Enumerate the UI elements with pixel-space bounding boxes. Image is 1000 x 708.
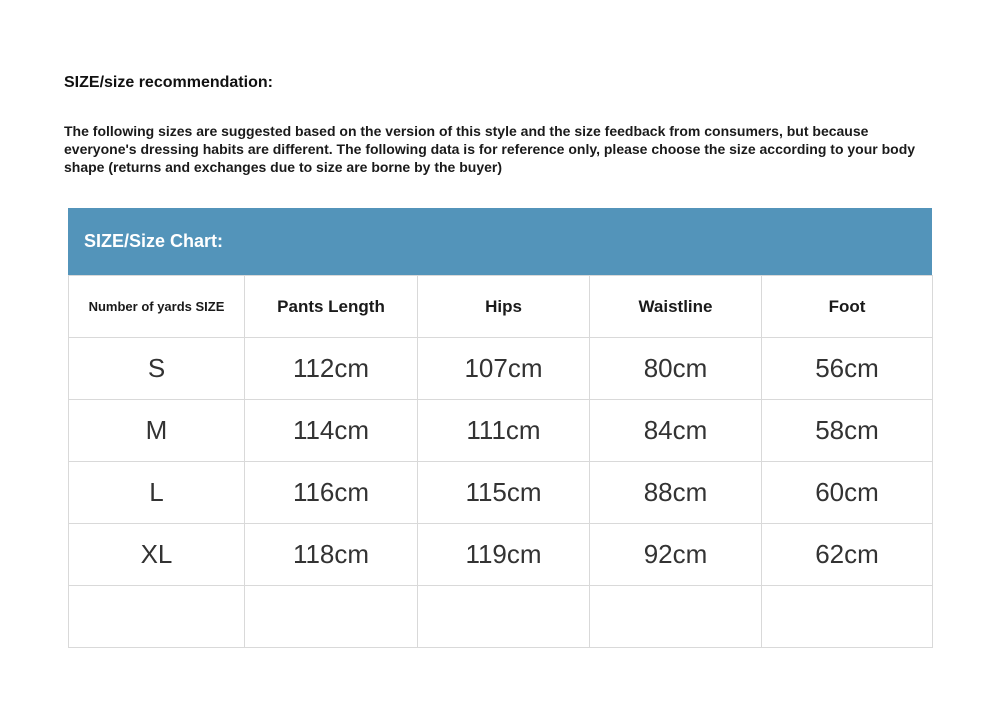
waistline-cell: 80cm — [590, 338, 762, 400]
table-row-empty — [69, 586, 933, 648]
pants-length-cell: 112cm — [245, 338, 418, 400]
column-header-hips: Hips — [418, 276, 590, 338]
size-cell: S — [69, 338, 245, 400]
size-cell — [69, 586, 245, 648]
foot-cell: 60cm — [762, 462, 933, 524]
hips-cell — [418, 586, 590, 648]
foot-cell: 56cm — [762, 338, 933, 400]
column-header-foot: Foot — [762, 276, 933, 338]
waistline-cell — [590, 586, 762, 648]
foot-cell: 62cm — [762, 524, 933, 586]
hips-cell: 119cm — [418, 524, 590, 586]
table-row — [69, 524, 933, 586]
foot-cell: 58cm — [762, 400, 933, 462]
size-cell: L — [69, 462, 245, 524]
column-header-pants-length: Pants Length — [245, 276, 418, 338]
foot-cell — [762, 586, 933, 648]
pants-length-cell — [245, 586, 418, 648]
recommendation-text: The following sizes are suggested based on the version of this style and the size feedback from consumers, but because everyone's dressing habits are different. The following data is for reference only, please choose the size according to your body shape (returns and exchanges due to size are borne by the buyer) — [64, 123, 916, 175]
size-table — [68, 275, 933, 648]
hips-cell: 111cm — [418, 400, 590, 462]
waistline-cell: 92cm — [590, 524, 762, 586]
column-header-waistline: Waistline — [590, 276, 762, 338]
pants-length-cell: 118cm — [245, 524, 418, 586]
size-chart-title: SIZE/Size Chart: — [68, 208, 932, 275]
pants-length-cell: 116cm — [245, 462, 418, 524]
pants-length-cell: 114cm — [245, 400, 418, 462]
waistline-cell: 88cm — [590, 462, 762, 524]
waistline-cell: 84cm — [590, 400, 762, 462]
recommendation-title: SIZE/size recommendation: — [64, 74, 273, 91]
size-cell: XL — [69, 524, 245, 586]
table-row — [69, 400, 933, 462]
table-row — [69, 462, 933, 524]
hips-cell: 115cm — [418, 462, 590, 524]
column-header-size: Number of yards SIZE — [69, 276, 245, 338]
size-cell: M — [69, 400, 245, 462]
table-header-row — [69, 276, 933, 338]
table-row — [69, 338, 933, 400]
size-chart — [68, 208, 932, 648]
hips-cell: 107cm — [418, 338, 590, 400]
